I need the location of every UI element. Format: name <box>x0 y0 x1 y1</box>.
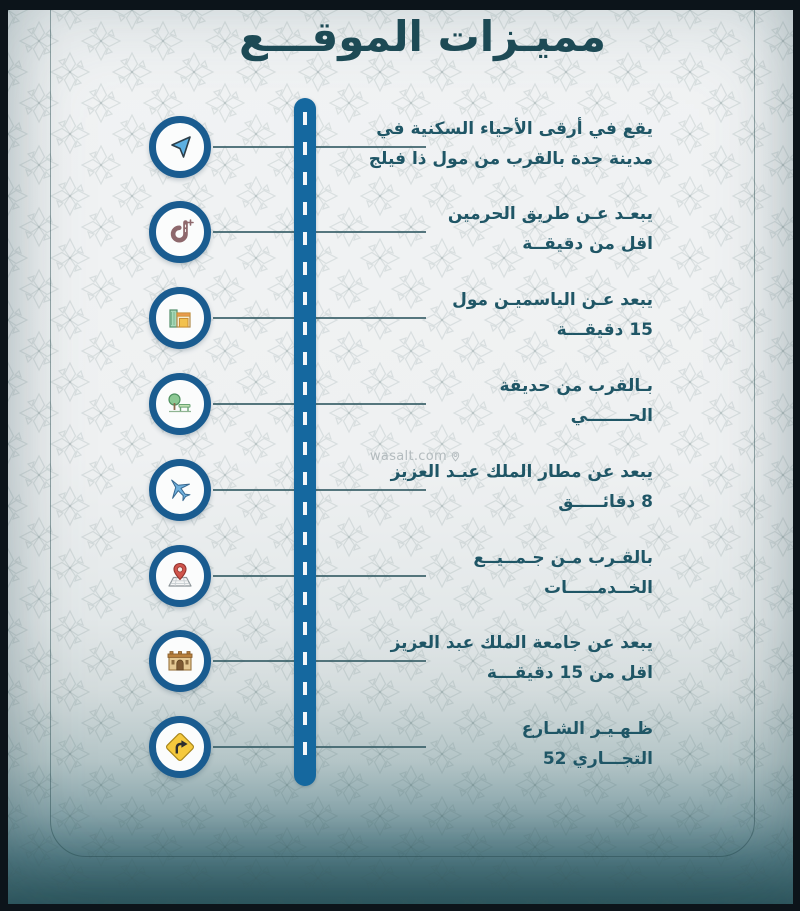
item-icon-circle <box>149 630 211 692</box>
item-text <box>343 628 653 688</box>
item-text <box>343 714 653 774</box>
item-line1: يقع في أرقى الأحياء السكنية في <box>376 119 653 139</box>
timeline-item <box>8 618 793 704</box>
item-line2: اقل من دقيقــة <box>522 234 653 254</box>
item-line2: اقل من 15 دقيقـــة <box>486 663 653 683</box>
page-title: مميـزات الموقـــع <box>239 12 606 61</box>
item-line1: بـالقرب من حديقة <box>499 376 653 396</box>
item-line2: مدينة جدة بالقرب من مول ذا فيلج <box>368 149 653 169</box>
timeline-item <box>8 533 793 619</box>
item-text <box>343 114 653 174</box>
navigation-cursor-icon <box>163 130 197 164</box>
item-icon-circle <box>149 373 211 435</box>
timeline-item <box>8 104 793 190</box>
item-icon-circle <box>149 459 211 521</box>
airplane-icon <box>163 473 197 507</box>
item-line2: الحـــــــي <box>570 406 653 426</box>
timeline-item <box>8 704 793 790</box>
item-icon-circle <box>149 116 211 178</box>
timeline-item <box>8 361 793 447</box>
timeline-bar-dashes <box>303 112 307 772</box>
timeline-item <box>8 189 793 275</box>
item-line1: ظـهـيـر الشـارع <box>521 719 653 739</box>
item-text <box>343 199 653 259</box>
university-icon <box>163 644 197 678</box>
turn-right-sign-icon <box>163 730 197 764</box>
item-icon-circle <box>149 287 211 349</box>
item-line1: يبعد عن مطار الملك عبـد العزيز <box>390 462 653 482</box>
timeline-item <box>8 275 793 361</box>
item-text <box>343 457 653 517</box>
park-icon <box>163 387 197 421</box>
item-line1: يبعد عـن الياسميـن مول <box>452 290 653 310</box>
item-line1: بالقـرب مـن جـمــيــع <box>473 548 653 568</box>
map-pin-icon <box>163 559 197 593</box>
timeline-bar <box>294 98 316 786</box>
item-text <box>343 371 653 431</box>
item-line2: 15 دقيقـــة <box>556 320 653 340</box>
item-text <box>343 543 653 603</box>
map-pin-outline-icon <box>450 451 461 462</box>
infographic-canvas <box>8 10 793 904</box>
item-icon-circle <box>149 545 211 607</box>
item-icon-circle <box>149 201 211 263</box>
watermark <box>370 449 461 464</box>
item-icon-circle <box>149 716 211 778</box>
item-line1: يبعد عن جامعة الملك عبد العزيز <box>390 633 653 653</box>
item-line2: 8 دقائـــــق <box>558 492 653 512</box>
mall-building-icon <box>163 301 197 335</box>
item-line2: الخــدمـــــات <box>544 578 653 598</box>
item-text <box>343 285 653 345</box>
item-line1: يبعـد عـن طريق الحرمين <box>447 204 653 224</box>
watermark-text: wasalt.com <box>370 449 447 464</box>
highway-loop-icon <box>163 215 197 249</box>
item-line2: التجـــاري 52 <box>542 749 653 769</box>
